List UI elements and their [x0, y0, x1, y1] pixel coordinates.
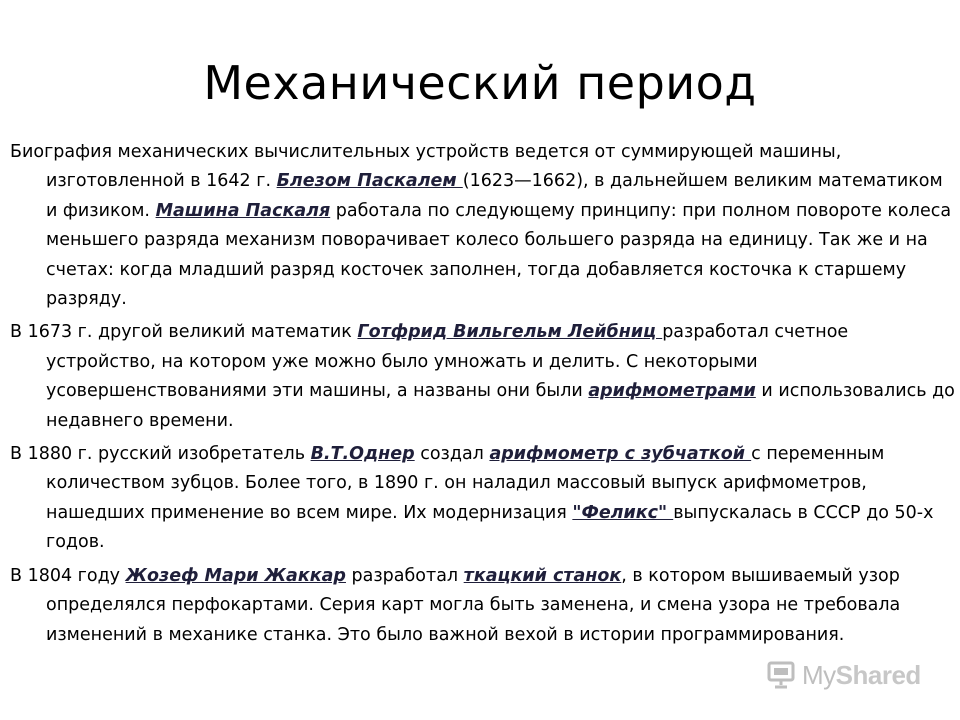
link-felix[interactable]: "Феликс"	[572, 502, 674, 523]
text-segment: разработал	[345, 565, 464, 586]
link-loom[interactable]: ткацкий станок	[463, 565, 622, 586]
text-segment: В 1673 г. другой великий математик	[10, 322, 358, 343]
text-segment: В 1804 году	[10, 565, 126, 586]
text-segment: выпускалась в СССР до 50-х годов.	[46, 502, 934, 553]
text-segment: (1623—1662), в дальнейшем великим математиком и физиком.	[46, 171, 943, 221]
paragraph-leibniz	[10, 318, 956, 436]
link-jacquard[interactable]: Жозеф Мари Жаккар	[125, 565, 346, 586]
text-segment: Биография механических вычислительных устройств ведется от суммирующей машины, изготовленной в 1642 г.	[10, 142, 842, 192]
slide-body	[10, 138, 956, 654]
text-segment: , в котором вышиваемый узор определялся перфокартами. Серия карт могла быть заменена, и смена узора не требовала изменений в механике станка. Это было важной вехой в истории программирования.	[46, 565, 901, 645]
watermark-text	[802, 660, 921, 691]
text-segment: В 1880 г. русский изобретатель	[10, 444, 311, 465]
link-blaise-pascal[interactable]: Блезом Паскалем	[276, 171, 463, 192]
projector-screen-icon	[766, 660, 796, 690]
paragraph-odhner	[10, 440, 956, 558]
slide-title: Механический период	[203, 56, 757, 110]
link-arithmometers[interactable]: арифмометрами	[588, 381, 756, 402]
paragraph-jacquard	[10, 562, 956, 650]
paragraph-pascal	[10, 138, 956, 314]
link-leibniz[interactable]: Готфрид Вильгельм Лейбниц	[357, 322, 663, 343]
text-segment: работала по следующему принципу: при полном повороте колеса меньшего разряда механизм поворачивает колесо большего разряда на единицу. Так же и на счетах: когда младший разряд косточек заполнен, тогда добавляется косточка к старшему разряду.	[46, 200, 952, 310]
link-pinwheel-arithmometer[interactable]: арифмометр с зубчаткой	[489, 444, 752, 465]
link-odhner[interactable]: В.Т.Однер	[310, 444, 415, 465]
text-segment: создал	[414, 444, 490, 465]
myshared-watermark	[766, 660, 921, 690]
text-segment: с переменным количеством зубцов. Более того, в 1890 г. он наладил массовый выпуск арифмометров, нашедших применение во всем мире. Их модернизация	[46, 444, 885, 523]
text-segment: и использовались до недавнего времени.	[46, 381, 955, 431]
text-segment: разработал счетное устройство, на котором уже можно было умножать и делить. С некоторыми усовершенствованиями эти машины, а названы они были	[46, 322, 849, 402]
watermark-my: My	[802, 659, 836, 690]
watermark-shared: Shared	[835, 659, 921, 690]
link-pascal-machine[interactable]: Машина Паскаля	[155, 200, 331, 221]
